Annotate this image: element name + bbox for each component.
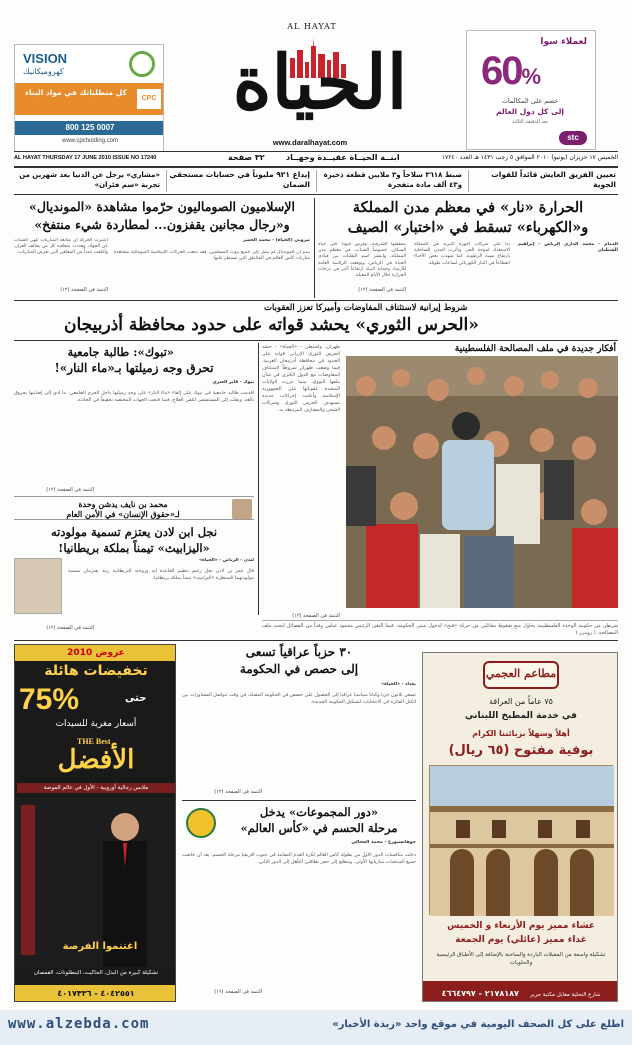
photo-caption-title: أفكار جديدة في ملف المصالحة الفلسطينية (454, 344, 616, 354)
stc-ad-percent: 60% (481, 49, 540, 93)
binladen-continued[interactable]: التتمة في الصفحة (١٢) (46, 625, 94, 631)
masthead-title: الحياة (232, 40, 408, 126)
sale-brand-en: THE Best (77, 737, 111, 746)
column-rule (258, 343, 259, 615)
edition-rule (14, 166, 618, 168)
sale-footer: تشكيلة كبيرة من البدل، الجاكيت، البنطلونات، القمصان (33, 970, 159, 976)
story-iraq[interactable] (182, 644, 416, 796)
iraq-byline: بغداد - «الحياة» (381, 682, 416, 687)
somalia-headline-1: الإسلاميون الصوماليون حرّموا مشاهدة «المونديال» (29, 199, 295, 214)
iran-headline: «الحرس الثوري» يحشد قواته على حدود محافظة أذربيجان (64, 315, 479, 335)
teaser-text: ضبط ٣٦١٨ سلاحاً و٣ ملايين قطعة ذخيرة و٤٣ ألف مادة متفجرة (323, 171, 462, 189)
vision-sub (15, 83, 164, 115)
stc-logo (559, 131, 587, 145)
worldcup-body: دخلت منافسات الدور الأول من بطولة كأس العالم لكرة القدم المقامة في جنوب أفريقيا مرحلة الحسم، بعد أن خاضت جميع المنتخبات مبارياتها الأولى، وتتطلع إلى حجز بطاقتي التأهل إلى الدور الثاني. (182, 853, 416, 865)
heat-byline: الدمام - محمد الداري الرياض - إبراهيم الشطيان (518, 242, 618, 254)
heat-continued[interactable]: التتمة في الصفحة (١٢) (358, 287, 406, 293)
restaurant-contact (423, 981, 618, 1001)
story-iran-header[interactable] (14, 303, 618, 337)
story-heat[interactable] (318, 198, 618, 298)
section-rule (182, 800, 416, 801)
building-icon (430, 766, 614, 916)
masthead-title-en: AL HAYAT (287, 22, 337, 31)
edition-en: AL HAYAT THURSDAY 17 JUNE 2010 ISSUE NO 17240 (14, 155, 157, 161)
sale-upto: حتى (125, 693, 147, 704)
vision-brand: VISION (23, 51, 68, 66)
story-tabuk[interactable] (14, 344, 254, 494)
iran-kicker: شروط إيرانية لاستئناف المفاوضات وأميركا تعزز العقوبات (264, 303, 468, 313)
restaurant-phone: ٢١٧٨١٨٧ - ٤٦٦٤٧٩٧ (441, 989, 519, 998)
restaurant-line3: أهلاً وسهلاً بزبائننا الكرام (472, 729, 570, 738)
iraq-continued[interactable]: التتمة في الصفحة (١٢) (214, 789, 262, 795)
somalia-continued[interactable]: التتمة في الصفحة (١٢) (60, 287, 108, 293)
vision-brand-ar: كهروميكانيك (23, 67, 64, 76)
sale-percent: 75% (19, 683, 80, 716)
iraq-headline-1: ٣٠ حزباً عراقياً تسعى (245, 645, 353, 659)
binladen-headline-2: «اليزابيث» تيمناً بملكة بريطانيا! (58, 541, 210, 555)
worldcup-headline-1: «دور المجموعات» يدخل (259, 805, 379, 819)
somalia-byline: نيروبي (الحياة) - محمد الخضر (243, 238, 310, 243)
teaser-rule (14, 194, 618, 195)
story-binladen[interactable] (14, 524, 254, 634)
vision-sub-text: كل متطلباتك في مواد البناء (25, 88, 127, 97)
masthead-rule (14, 151, 618, 152)
vision-logo-icon (129, 51, 155, 77)
somalia-headline-2: و«رجال مجانين يقفزون... لمطاردة شيء منتفخ» (34, 217, 290, 232)
heat-headline-1: الحرارة «نار» في معظم مدن المملكة (352, 199, 584, 216)
nayef-photo (232, 499, 252, 519)
binladen-byline: لندن - الرياض - «الحياة» (198, 558, 254, 563)
pages-count: ٣٢ صفحة (228, 153, 265, 162)
iran-body: طهران، واشنطن - «الحياة» - حشد الحرس الثوري الإيراني قواته على الحدود في محافظة أذربيجان الغربية، فيما وضعت طهران شروطاً لاستئناف المفاوضات مع الدول الكبرى في شأن ملفها النووي، بينما عززت الولايات المتحدة عقوباتها على الجمهورية الإسلامية وأعلنت إجراءات جديدة تستهدف الحرس الثوري وشركات الشحن والمصارف المرتبطة به. (262, 345, 340, 413)
iran-continued[interactable]: التتمة في الصفحة (١٢) (292, 613, 340, 619)
restaurant-line2: في خدمة المطبخ اللبناني (465, 711, 577, 721)
footer-url[interactable]: www.alzebda.com (8, 1016, 150, 1032)
teaser-item[interactable] (166, 170, 314, 192)
binladen-headline-1: نجل ابن لادن يعتزم تسمية مولودته (50, 525, 218, 539)
stc-ad-sub: لعملاء سوا (540, 37, 587, 47)
section-rule (14, 640, 618, 641)
stc-ad-line2: إلى كل دول العالم (495, 107, 565, 116)
tabuk-continued[interactable]: التتمة في الصفحة (١٢) (46, 487, 94, 493)
story-nayef[interactable] (14, 496, 254, 520)
sale-top: عروض 2010 (15, 645, 176, 661)
restaurant-note: تشكيلة واسعة من المقبلات الباردة والساخنة بالإضافة إلى الأطباق الرئيسية والحلويات (436, 952, 606, 966)
heat-headline-2: و«الكهرباء» تسقط في «اختبار» الصيف (347, 219, 589, 236)
stc-percent-value: 60 (481, 49, 522, 93)
restaurant-days1: عشاء مميز يوم الأربعاء و الخميس (447, 921, 595, 931)
iraq-headline-2: إلى حصص في الحكومة (239, 662, 359, 676)
sale-brand: الأفضل (57, 745, 135, 775)
somalia-body-1: يبدو أن المونديال لم يصل إلى جميع بيوت المسلمين، فقد منعت الحركات الإسلامية الصومالية مشاهدة مباريات كأس العالم في المناطق التي تسيطر عليها. (114, 250, 310, 262)
story-somalia[interactable] (14, 198, 310, 298)
sale-title: تخفيضات هائلة (44, 663, 148, 679)
cpc-logo (137, 89, 161, 109)
restaurant-brand: مطاعم العجمي (485, 667, 557, 680)
tabuk-headline-2: تحرق وجه زميلتها بـ«ماء النار»! (54, 361, 214, 375)
masthead-logo (180, 24, 460, 136)
teaser-item[interactable] (14, 170, 164, 192)
tabuk-headline-1: «تبوك»: طالبة جامعية (67, 345, 174, 359)
teaser-strip (14, 170, 618, 192)
somalia-body-2: اعتبرت الحركة أن متابعة المباريات تلهي الشباب عن الجهاد، وهددت بمعاقبة كل من يخالف القرار، وأغلقت عدداً من المقاهي التي تعرض المباريات. (14, 238, 108, 256)
tabuk-byline: تبوك - فايز العنزي (212, 380, 254, 385)
stc-ad-line1: خصم على المكالمات (501, 97, 559, 105)
footer-banner[interactable] (0, 1010, 632, 1045)
vision-phone: 800 125 0007 (15, 121, 164, 135)
teaser-text: تعيين الفريق العايش قائداً للقوات الجوية (491, 170, 616, 189)
stc-ad-line3: بعد الدقيقة الثالثة (512, 119, 548, 125)
story-worldcup[interactable] (182, 804, 416, 1000)
teaser-item[interactable] (468, 170, 618, 192)
footer-text: اطلع على كل الصحف اليومية في موقع واحد «زبدة الأخبار» (332, 1019, 624, 1030)
binladen-photo (14, 558, 62, 614)
teaser-text: «مشاري» يرحل عن الدنيا بعد شهرين من تجربة «سم فئران» (19, 171, 160, 189)
restaurant-building-photo (429, 765, 613, 915)
sale-phone: ٤٠٤٢٥٥١ - ٤٠١٧٣٣٦ (15, 985, 176, 1002)
heat-body-1: منطقتها الشرقية، وفرض قيوداً على حياة السكان، خصوصاً الشباب، في معظم مدن المملكة، وانتشر اسم التقلبات بين قيادي الحياة في الرياض، وتوقعت الرئاسة العامة للأرصاد وحماية البيئة ارتفاعاً أكبر في درجات الحرارة خلال الأيام المقبلة. (318, 242, 406, 279)
cpc-logo-text: CPC (141, 95, 157, 102)
restaurant-line1: ٧٥ عاماً من العراقة (489, 697, 553, 706)
edition-ar: الخميس ١٧ حزيران (يونيو) ٢٠١٠ الموافق ٥ رجب ١٤٣١ هـ العدد ١٧٢٤٠ (441, 154, 618, 161)
masthead-slogan: ابنــة الحيــاة عقيــدة وجهــاد (286, 153, 400, 162)
teaser-item[interactable] (316, 170, 466, 192)
nayef-headline-1: محمد بن نايف يدشن وحدة (78, 499, 168, 509)
stc-logo-text: stc (567, 133, 579, 142)
sale-ad[interactable] (14, 644, 176, 1002)
sale-sub: أسعار مغرية للسيدات (55, 719, 137, 729)
vision-ad[interactable] (14, 44, 164, 152)
column-rule (314, 198, 315, 298)
restaurant-buffet: بوفية مفتوح (٦٥ ريال) (448, 743, 594, 758)
restaurant-address: شارع التحلية مقابل مكتبة جرير (529, 992, 601, 998)
worldcup-continued[interactable]: التتمة في الصفحة (١٦) (214, 989, 262, 995)
worldcup-headline-2: مرحلة الحسم في «كأس العالم» (240, 821, 398, 835)
vision-url: www.cpcholding.com (61, 138, 119, 144)
heat-body-2: بدأ على شركات أجهزة التبريد في المملكة الاستعداد لموجة الحر، وتأثرت المدن الساحلية بارتفاع نسبة الرطوبة، كما شهدت بعض الأحياء انقطاعاً في التيار الكهربائي لساعات طويلة. (414, 242, 510, 266)
tabuk-body: أقدمت طالبة جامعية في تبوك على إلقاء «ماء النار» على وجه زميلتها داخل الحرم الجامعي، ما أدى إلى إصابتها بحروق بالغة، ونقلت إلى المستشفى لتلقي العلاج، فيما فتحت الجهات المختصة تحقيقاً في الحادثة. (14, 391, 254, 403)
restaurant-ad[interactable] (422, 652, 618, 1002)
news-photo[interactable] (346, 356, 618, 608)
binladen-body: قال عمر بن لادن نجل زعيم تنظيم القاعدة إنه وزوجته البريطانية زينة يعتزمان تسمية مولودتهما المنتظرة «اليزابيث» تيمناً بملكة بريطانيا. (68, 569, 254, 581)
edition-bar (14, 153, 618, 165)
stc-ad[interactable] (466, 30, 596, 150)
iraq-body: تسعى ثلاثون حزباً وكياناً سياسياً عراقياً إلى الحصول على حصص في الحكومة المقبلة، في وقت تتواصل المشاورات بين الكتل الفائزة في الانتخابات لتشكيل الحكومة الجديدة. (182, 693, 416, 705)
masthead-website[interactable]: www.daralhayat.com (272, 138, 348, 147)
worldcup-logo (186, 808, 216, 838)
nayef-headline-2: لـ«حقوق الإنسان» في الأمن العام (66, 509, 180, 519)
section-rule (14, 340, 618, 341)
teaser-text: إيداع ٩٢١ مليوناً في حسابات مستحقي الضمان (169, 170, 310, 189)
sale-cta: اغتنموا الفرصة (62, 941, 138, 952)
photo-caption-text: شرطي من حكومة الوحدة الفلسطينية يحاول منع ضغوط مقاتلين من حركة «فتح» لدخول مبنى الحكومة، فيما التقى الرئيس محمود عباس وفداً من الفصائل لبحث ملف المصالحة. ( رويترز ) (262, 620, 618, 654)
section-rule (14, 300, 618, 301)
worldcup-byline: جوهانسبورغ - محمد الجحالي (351, 840, 416, 845)
restaurant-days2: غداء مميز (عائلي) يوم الجمعة (455, 935, 587, 945)
crowd-photo-icon (346, 356, 618, 608)
sale-tag: ملابس رجالية أوروبية - الأول في عالم الموضة (17, 783, 175, 793)
